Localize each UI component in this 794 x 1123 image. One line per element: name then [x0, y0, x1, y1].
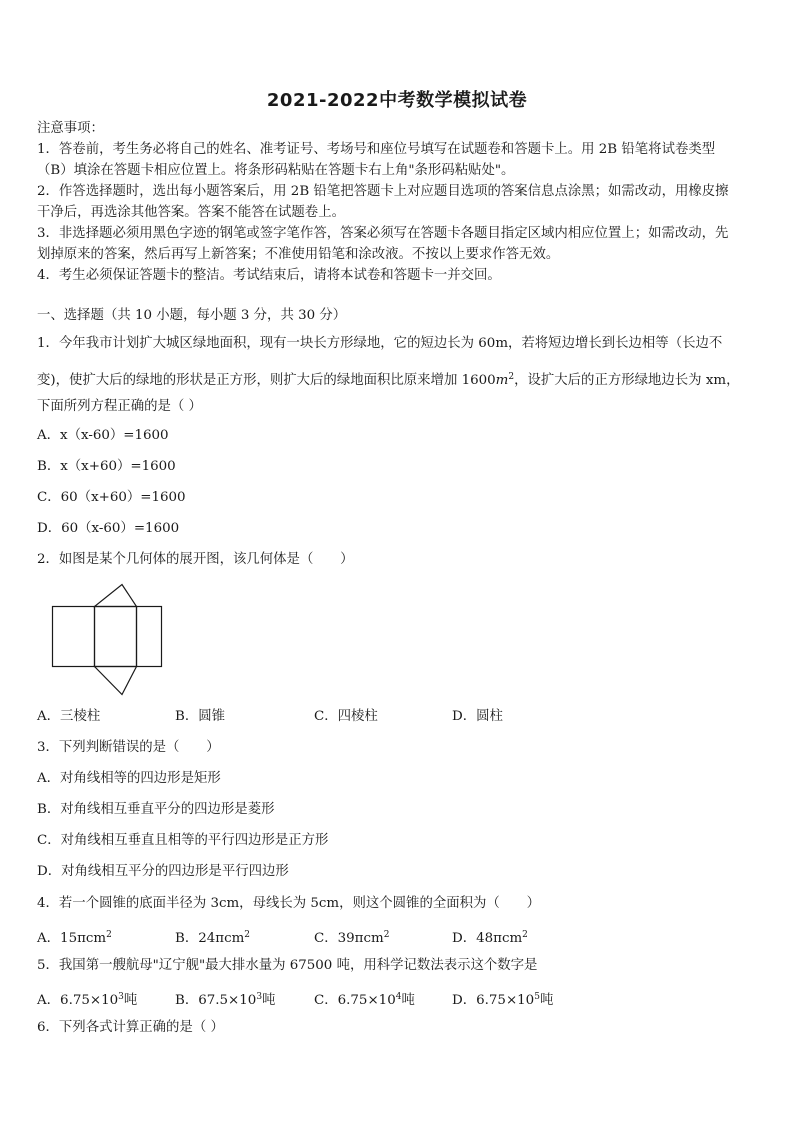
notes-line: 3．非选择题必须用黑色字迹的钢笔或签字笔作答，答案必须写在答题卡各题目指定区域内相应位置上；如需改动，先 — [37, 226, 729, 241]
option-b — [175, 988, 275, 1010]
option-unit: 吨 — [262, 993, 276, 1008]
option-unit: 吨 — [123, 993, 138, 1008]
option-a: A．对角线相等的四边形是矩形 — [37, 771, 221, 786]
exponent: 5 — [534, 992, 540, 1002]
option-b: B．对角线相互垂直平分的四边形是菱形 — [37, 802, 275, 817]
section-heading: 一、选择题（共 10 小题，每小题 3 分，共 30 分） — [37, 308, 347, 323]
option-d: D．对角线相互平分的四边形是平行四边形 — [37, 864, 289, 879]
option-a: A．三棱柱 — [37, 709, 101, 724]
option-unit: 吨 — [539, 993, 554, 1008]
option-text: A．6.75×10 — [37, 993, 119, 1008]
option-d — [452, 926, 528, 948]
notes-line: 4．考生必须保证答题卡的整洁。考试结束后，请将本试卷和答题卡一并交回。 — [37, 268, 501, 283]
option-d — [452, 988, 553, 1010]
option-a — [37, 988, 137, 1010]
question-3-stem: 3．下列判断错误的是（ ） — [37, 740, 220, 755]
option-c — [314, 988, 415, 1010]
prism-net-figure — [50, 582, 166, 698]
notes-line: 1．答卷前，考生务必将自己的姓名、准考证号、考场号和座位号填写在试题卷和答题卡上。用 2B 铅笔将试卷类型 — [37, 142, 716, 157]
option-d: D．60（x-60）=1600 — [37, 521, 180, 536]
option-text: C．39πcm — [314, 931, 384, 946]
option-text: C．6.75×10 — [314, 993, 396, 1008]
exponent: 3 — [118, 992, 124, 1002]
question-1-line: 1．今年我市计划扩大城区绿地面积，现有一块长方形绿地，它的短边长为 60m，若将短边增长到长边相等（长边不 — [37, 336, 723, 351]
option-a — [37, 926, 112, 948]
exponent: 3 — [256, 992, 263, 1002]
option-text: D．48πcm — [452, 931, 523, 946]
notes-heading: 注意事项： — [37, 121, 104, 136]
question-1-line — [37, 368, 739, 390]
question-5-stem: 5．我国第一艘航母"辽宁舰"最大排水量为 67500 吨，用科学记数法表示这个数字是 — [37, 958, 538, 973]
option-text: B．24πcm — [175, 931, 245, 946]
option-text: D．6.75×10 — [452, 993, 535, 1008]
option-text: A．15πcm — [37, 931, 107, 946]
notes-line: 划掉原来的答案，然后再写上新答案；不准使用铅笔和涂改液。不按以上要求作答无效。 — [37, 247, 560, 262]
page-title: 2021-2022中考数学模拟试卷 — [266, 90, 528, 111]
option-b: B．x（x+60）=1600 — [37, 459, 176, 474]
option-b: B．圆锥 — [175, 709, 226, 724]
q1-unit-exponent: 2 — [508, 372, 515, 382]
option-b — [175, 926, 250, 948]
option-c: C．对角线相互垂直且相等的平行四边形是正方形 — [37, 833, 329, 848]
question-6-stem: 6．下列各式计算正确的是（ ） — [37, 1020, 224, 1035]
notes-line: 干净后，再选涂其他答案。答案不能答在试题卷上。 — [37, 205, 345, 220]
question-4-stem: 4．若一个圆锥的底面半径为 3cm，母线长为 5cm，则这个圆锥的全面积为（ ） — [37, 896, 540, 911]
notes-line: （B）填涂在答题卡相应位置上。将条形码粘贴在答题卡右上角"条形码粘贴处"。 — [37, 163, 515, 178]
net-top-triangle — [95, 585, 137, 607]
option-c — [314, 926, 389, 948]
q1-unit: m — [495, 373, 509, 388]
q1-text: ，设扩大后的正方形绿地边长为 xm， — [514, 373, 740, 388]
exponent: 2 — [522, 930, 528, 940]
net-right-face — [137, 607, 162, 667]
exponent: 2 — [244, 930, 251, 940]
notes-line: 2．作答选择题时，选出每小题答案后，用 2B 铅笔把答题卡上对应题目选项的答案信息点涂黑；如需改动，用橡皮擦 — [37, 184, 729, 199]
question-1-line: 下面所列方程正确的是（ ） — [37, 399, 202, 414]
option-a: A．x（x-60）=1600 — [37, 428, 169, 443]
option-text: B．67.5×10 — [175, 993, 257, 1008]
q1-text: 变)，使扩大后的绿地的形状是正方形，则扩大后的绿地面积比原来增加 1600 — [37, 373, 496, 388]
option-unit: 吨 — [401, 993, 415, 1008]
net-left-face — [53, 607, 95, 667]
option-c: C．60（x+60）=1600 — [37, 490, 186, 505]
exponent: 2 — [383, 930, 390, 940]
question-2-stem: 2．如图是某个几何体的展开图，该几何体是（ ） — [37, 552, 354, 567]
exponent: 4 — [395, 992, 402, 1002]
option-d: D．圆柱 — [452, 709, 503, 724]
net-middle-face — [95, 607, 137, 667]
exponent: 2 — [106, 930, 112, 940]
option-c: C．四棱柱 — [314, 709, 378, 724]
net-bottom-triangle — [95, 667, 137, 695]
